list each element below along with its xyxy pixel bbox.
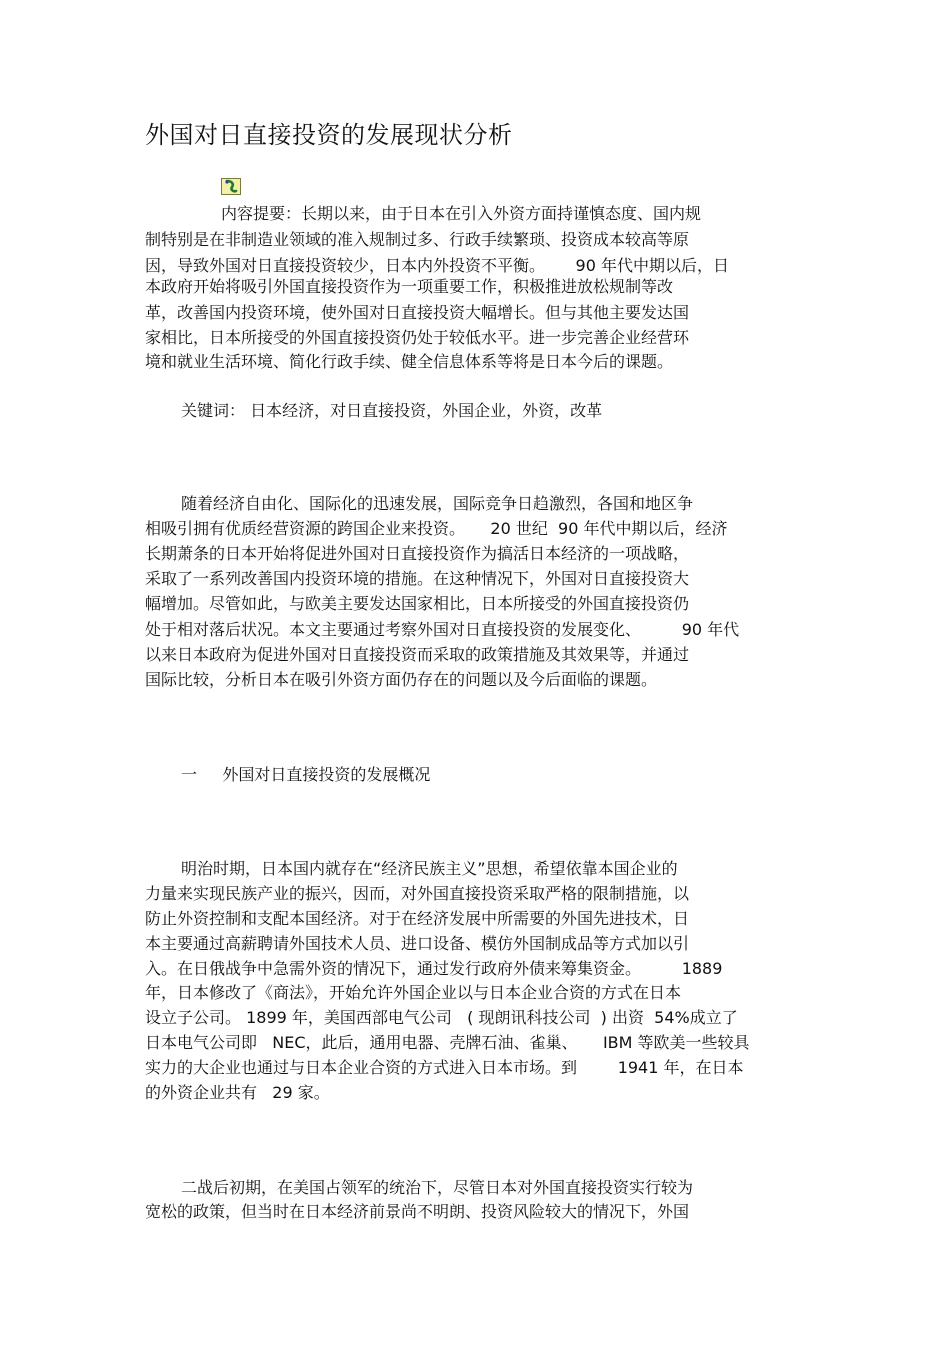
abstract-line: 本政府开始将吸引外国直接投资作为一项重要工作，积极推进放松规制等改	[145, 277, 674, 296]
abstract-line: 境和就业生活环境、简化行政手续、健全信息体系等将是日本今后的课题。	[145, 352, 674, 371]
body-line: 宽松的政策，但当时在日本经济前景尚不明朗、投资风险较大的情况下，外国	[145, 1202, 690, 1221]
body-line: 年，日本修改了《商法》，开始允许外国企业以与日本企业合资的方式在日本	[145, 983, 682, 1002]
document-title: 外国对日直接投资的发展现状分析	[145, 121, 513, 149]
document-link-icon[interactable]	[221, 178, 241, 195]
body-line: 二战后初期，在美国占领军的统治下，尽管日本对外国直接投资实行较为	[181, 1178, 694, 1197]
intro-line: 采取了一系列改善国内投资环境的措施。在这种情况下，外国对日直接投资大	[145, 569, 690, 588]
abstract-line: 因，导致外国对日直接投资较少，日本内外投资不平衡。 90 年代中期以后，日	[145, 256, 729, 275]
intro-line: 处于相对落后状况。本文主要通过考察外国对日直接投资的发展变化、 90 年代	[145, 620, 740, 639]
intro-line: 国际比较，分析日本在吸引外资方面仍存在的问题以及今后面临的课题。	[145, 670, 658, 689]
abstract-line: 制特别是在非制造业领域的准入规制过多、行政手续繁琐、投资成本较高等原	[145, 230, 690, 249]
abstract-line: 内容提要：长期以来，由于日本在引入外资方面持谨慎态度、国内规	[221, 204, 702, 223]
body-line: 防止外资控制和支配本国经济。对于在经济发展中所需要的外国先进技术，日	[145, 909, 690, 928]
body-line: 力量来实现民族产业的振兴，因而，对外国直接投资采取严格的限制措施，以	[145, 884, 690, 903]
body-line: 的外资企业共有 29 家。	[145, 1083, 330, 1102]
body-line: 本主要通过高薪聘请外国技术人员、进口设备、模仿外国制成品等方式加以引	[145, 934, 690, 953]
keywords-line: 关键词： 日本经济，对日直接投资，外国企业，外资，改革	[181, 401, 603, 420]
section-heading: 一 外国对日直接投资的发展概况	[181, 765, 431, 784]
abstract-line: 家相比，日本所接受的外国直接投资仍处于较低水平。进一步完善企业经营环	[145, 328, 690, 347]
intro-line: 幅增加。尽管如此，与欧美主要发达国家相比，日本所接受的外国直接投资仍	[145, 594, 690, 613]
intro-line: 长期萧条的日本开始将促进外国对日直接投资作为搞活日本经济的一项战略，	[145, 544, 690, 563]
body-line: 入。在日俄战争中急需外资的情况下，通过发行政府外债来筹集资金。 1889	[145, 959, 723, 978]
body-line: 设立子公司。 1899 年，美国西部电气公司 ( 现朗讯科技公司 ) 出资 54%成立了	[145, 1008, 738, 1027]
body-line: 日本电气公司即 NEC，此后，通用电器、壳牌石油、雀巢、 IBM 等欧美一些较具	[145, 1033, 750, 1052]
intro-line: 以来日本政府为促进外国对日直接投资而采取的政策措施及其效果等，并通过	[145, 645, 690, 664]
intro-line: 相吸引拥有优质经营资源的跨国企业来投资。 20 世纪 90 年代中期以后，经济	[145, 519, 728, 538]
body-line: 实力的大企业也通过与日本企业合资的方式进入日本市场。到 1941 年，在日本	[145, 1058, 744, 1077]
abstract-line: 革，改善国内投资环境，使外国对日直接投资大幅增长。但与其他主要发达国	[145, 303, 690, 322]
intro-line: 随着经济自由化、国际化的迅速发展，国际竞争日趋激烈，各国和地区争	[181, 494, 694, 513]
body-line: 明治时期，日本国内就存在“经济民族主义”思想，希望依靠本国企业的	[181, 859, 678, 878]
